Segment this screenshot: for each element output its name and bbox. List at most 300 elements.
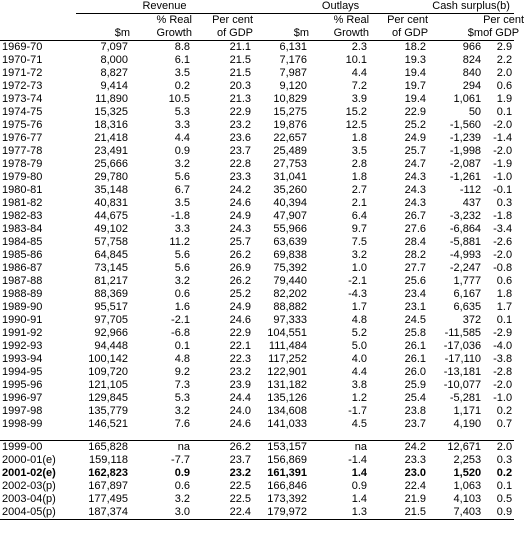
value-cell: -4.0 (493, 340, 513, 352)
value-cell: -3.8 (493, 353, 513, 365)
value-cell: 23.7 (229, 454, 252, 466)
value-cell: -1.8 (493, 210, 513, 222)
value-cell: 6.4 (351, 210, 368, 222)
value-cell: 135,126 (267, 392, 308, 404)
table-row (0, 158, 514, 171)
table-row (0, 392, 514, 405)
year-cell: 1992-93 (2, 340, 43, 352)
year-cell: 2004-05(p) (0, 506, 76, 520)
value-cell: 129,845 (88, 392, 128, 404)
year-cell: 1993-94 (2, 353, 43, 365)
value-cell: -7.7 (171, 454, 190, 466)
table-row (0, 467, 514, 480)
table-row (0, 454, 514, 467)
value-cell: 95,517 (94, 301, 128, 313)
value-cell: 24.4 (229, 392, 252, 404)
value-cell: 22.4 (192, 506, 253, 520)
value-cell: 24.5 (404, 314, 427, 326)
value-cell: 26.9 (229, 262, 252, 274)
value-cell: 26.2 (192, 441, 253, 455)
value-cell: 81,217 (94, 275, 128, 287)
historical-rows (0, 41, 514, 441)
value-cell: 3.2 (174, 158, 190, 170)
value-cell: 25.7 (404, 145, 427, 157)
value-cell: 26.1 (404, 353, 427, 365)
value-cell: 23.6 (229, 132, 252, 144)
value-cell: 0.2 (496, 467, 513, 479)
year-cell: 1970-71 (2, 54, 43, 66)
table-row (0, 480, 514, 493)
value-cell: 1.3 (309, 506, 369, 520)
value-cell: -11,585 (444, 327, 482, 339)
value-cell: 4.8 (174, 353, 190, 365)
value-cell: 5.2 (351, 327, 368, 339)
group-header-row (0, 0, 514, 14)
value-cell: 6,635 (453, 301, 482, 313)
value-cell: 10.5 (168, 93, 190, 105)
value-cell: 22.9 (404, 106, 427, 118)
table-row (0, 184, 514, 197)
value-cell: 4,190 (453, 418, 482, 430)
value-cell: 22.4 (404, 480, 427, 492)
value-cell: 3.0 (130, 506, 192, 520)
value-cell: 21.5 (369, 506, 428, 520)
value-cell: 21.5 (229, 67, 252, 79)
value-cell: 0.6 (174, 288, 190, 300)
value-cell: 97,333 (273, 314, 308, 326)
subheader-row-top (0, 14, 514, 28)
value-cell: 1.8 (496, 288, 513, 300)
value-cell: na (309, 441, 369, 455)
value-cell: -2.0 (493, 145, 513, 157)
value-cell: 9.2 (174, 366, 190, 378)
year-cell: 1987-88 (2, 275, 43, 287)
value-cell: -1.4 (348, 454, 368, 466)
value-cell: 22.8 (229, 158, 252, 170)
value-cell: 1.6 (174, 301, 190, 313)
value-cell: 4.4 (351, 366, 368, 378)
value-cell: 0.7 (496, 418, 513, 430)
value-cell: 6,167 (453, 288, 482, 300)
year-cell: 1978-79 (2, 158, 43, 170)
table-row (0, 106, 514, 119)
value-cell: -2.0 (493, 119, 513, 131)
value-cell: -2.0 (493, 249, 513, 261)
value-cell: 122,901 (267, 366, 308, 378)
year-cell: 1988-89 (2, 288, 43, 300)
table-row (0, 275, 514, 288)
value-cell: 88,369 (94, 288, 128, 300)
value-cell: 18,316 (94, 119, 128, 131)
value-cell: 7.2 (351, 80, 368, 92)
value-cell: 0.6 (496, 275, 513, 287)
year-cell: 1969-70 (2, 41, 43, 53)
value-cell: 24.3 (404, 197, 427, 209)
value-cell: -0.1 (493, 184, 513, 196)
value-cell: 3.5 (174, 197, 190, 209)
value-cell: 2.3 (351, 41, 368, 53)
value-cell: 1.8 (351, 171, 368, 183)
value-cell: 6.7 (174, 184, 190, 196)
value-cell: 10.1 (345, 54, 368, 66)
year-cell: 1981-82 (2, 197, 43, 209)
value-cell: 134,608 (267, 405, 308, 417)
value-cell: 966 (462, 41, 482, 53)
value-cell: 92,966 (94, 327, 128, 339)
value-cell: 24.9 (404, 132, 427, 144)
year-cell: 1976-77 (2, 132, 43, 144)
value-cell: 47,907 (273, 210, 308, 222)
value-cell: -2.0 (493, 379, 513, 391)
value-cell: 12,671 (428, 441, 483, 455)
value-cell: 131,182 (267, 379, 308, 391)
col-header-top (76, 14, 130, 28)
value-cell: 111,484 (268, 340, 308, 352)
value-cell: 5.0 (351, 340, 368, 352)
year-cell: 1989-90 (2, 301, 43, 313)
value-cell: -5,281 (449, 392, 482, 404)
value-cell: 23.2 (229, 467, 252, 479)
table-row (0, 493, 514, 506)
value-cell: 4.8 (351, 314, 368, 326)
year-cell: 1990-91 (2, 314, 43, 326)
value-cell: 3.2 (174, 493, 190, 505)
value-cell: -1,560 (449, 119, 482, 131)
col-header-top: Per cent (387, 14, 429, 26)
year-cell: 2002-03(p) (2, 480, 56, 492)
value-cell: 2.7 (351, 184, 368, 196)
value-cell: 372 (462, 314, 482, 326)
col-header-top: Per cent (483, 14, 524, 26)
value-cell: 22.9 (229, 106, 252, 118)
value-cell: 24.2 (369, 441, 428, 455)
value-cell: 57,758 (94, 236, 128, 248)
year-cell: 2000-01(e) (2, 454, 56, 466)
value-cell: 26.1 (404, 340, 427, 352)
table-row (0, 405, 514, 418)
value-cell: 294 (462, 80, 482, 92)
value-cell: -1.0 (493, 171, 513, 183)
table-row (0, 353, 514, 366)
value-cell: 1,520 (453, 467, 482, 479)
table-row (0, 327, 514, 340)
table-row (0, 41, 514, 55)
value-cell: 7.5 (351, 236, 368, 248)
value-cell: 0.9 (483, 506, 514, 520)
value-cell: 109,720 (88, 366, 128, 378)
table-row (0, 93, 514, 106)
value-cell: 0.1 (174, 340, 190, 352)
value-cell: 1.4 (351, 467, 368, 479)
year-cell: 1971-72 (2, 67, 43, 79)
table-row (0, 314, 514, 327)
value-cell: -3,232 (449, 210, 482, 222)
value-cell: 5.6 (174, 249, 190, 261)
value-cell: 22.9 (229, 327, 252, 339)
value-cell: 159,118 (89, 454, 128, 466)
value-cell: -1.4 (493, 132, 513, 144)
value-cell: 22.1 (229, 340, 252, 352)
table-row (0, 223, 514, 236)
value-cell: 19.3 (404, 54, 427, 66)
value-cell: 24.9 (229, 210, 252, 222)
value-cell: 7,987 (279, 67, 308, 79)
value-cell: 75,392 (273, 262, 308, 274)
value-cell: 8,827 (100, 67, 128, 79)
value-cell: 40,394 (273, 197, 308, 209)
col-header-bottom: $m (76, 27, 130, 41)
value-cell: 4.4 (174, 132, 190, 144)
value-cell: 7,097 (100, 41, 128, 53)
col-header-top (428, 14, 483, 28)
value-cell: 23,491 (94, 145, 128, 157)
value-cell: 25.7 (229, 236, 252, 248)
value-cell: 21.5 (229, 54, 252, 66)
value-cell: 23.3 (229, 171, 252, 183)
value-cell: 0.1 (496, 480, 513, 492)
value-cell: 82,202 (273, 288, 308, 300)
value-cell: 94,448 (94, 340, 128, 352)
value-cell: 0.3 (496, 454, 513, 466)
value-cell: 24.2 (229, 184, 252, 196)
value-cell: 26.7 (404, 210, 427, 222)
value-cell: 117,252 (268, 353, 308, 365)
value-cell: 24.7 (404, 158, 427, 170)
value-cell: 4.5 (351, 418, 368, 430)
value-cell: 2.0 (496, 67, 513, 79)
table-row (0, 249, 514, 262)
value-cell: 22.5 (229, 480, 252, 492)
value-cell: 26.2 (229, 275, 252, 287)
value-cell: 69,838 (273, 249, 308, 261)
year-cell: 1986-87 (2, 262, 43, 274)
value-cell: 21.1 (229, 41, 252, 53)
value-cell: 0.2 (174, 80, 190, 92)
value-cell: -10,077 (443, 379, 482, 391)
year-cell: 1998-99 (2, 418, 43, 430)
value-cell: 6.1 (174, 54, 190, 66)
value-cell: 97,705 (94, 314, 128, 326)
col-header-top: % Real (333, 14, 370, 26)
value-cell: 4,103 (453, 493, 482, 505)
value-cell: 35,260 (273, 184, 308, 196)
value-cell: 5.3 (174, 392, 190, 404)
value-cell: 23.8 (404, 405, 427, 417)
value-cell: 24.3 (404, 184, 427, 196)
value-cell: na (130, 441, 192, 455)
value-cell: 0.6 (174, 480, 190, 492)
table-row (0, 506, 514, 520)
value-cell: 40,831 (94, 197, 128, 209)
value-cell: 187,374 (76, 506, 130, 520)
value-cell: 21.3 (229, 93, 252, 105)
value-cell: 21,418 (94, 132, 128, 144)
year-cell: 1997-98 (2, 405, 43, 417)
value-cell: 24.0 (229, 405, 252, 417)
value-cell: 25.4 (404, 392, 427, 404)
value-cell: 23.3 (404, 454, 427, 466)
value-cell: 1,777 (453, 275, 482, 287)
value-cell: 19.7 (404, 80, 427, 92)
value-cell: 2.9 (496, 41, 513, 53)
value-cell: 179,972 (253, 506, 309, 520)
year-cell: 1975-76 (2, 119, 43, 131)
value-cell: 1.8 (351, 132, 368, 144)
value-cell: 25.9 (404, 379, 427, 391)
value-cell: 0.1 (496, 106, 513, 118)
year-cell: 1995-96 (2, 379, 43, 391)
value-cell: 1.9 (496, 93, 513, 105)
value-cell: 24.6 (229, 197, 252, 209)
value-cell: 21.9 (404, 493, 427, 505)
col-header-bottom: of GDP (192, 27, 253, 41)
value-cell: 29,780 (94, 171, 128, 183)
value-cell: 25.2 (229, 288, 252, 300)
col-header-bottom: of GDP (483, 27, 520, 39)
value-cell: 23.9 (229, 379, 252, 391)
value-cell: 79,440 (273, 275, 308, 287)
value-cell: -5,881 (449, 236, 482, 248)
table-row (0, 340, 514, 353)
value-cell: 1,061 (453, 93, 482, 105)
table-row (0, 262, 514, 275)
value-cell: 24.6 (229, 418, 252, 430)
value-cell: -1.0 (493, 392, 513, 404)
year-cell: 1994-95 (2, 366, 43, 378)
value-cell: 25.8 (404, 327, 427, 339)
value-cell: 23.0 (404, 467, 427, 479)
year-cell: 1991-92 (2, 327, 43, 339)
value-cell: 63,639 (273, 236, 308, 248)
value-cell: 23.2 (229, 366, 252, 378)
table-row (0, 366, 514, 379)
value-cell: 24.3 (229, 223, 252, 235)
col-header-bottom: $m (253, 27, 309, 41)
value-cell: -17,110 (444, 353, 482, 365)
col-header-top: Per cent (212, 14, 254, 26)
value-cell: 0.5 (496, 493, 513, 505)
value-cell: 2.1 (351, 197, 368, 209)
table-row (0, 288, 514, 301)
year-cell: 1983-84 (2, 223, 43, 235)
value-cell: 22.3 (229, 353, 252, 365)
value-cell: 9,414 (100, 80, 128, 92)
table-row (0, 236, 514, 249)
value-cell: 1,063 (453, 480, 482, 492)
value-cell: 22.5 (229, 493, 252, 505)
value-cell: 167,897 (88, 480, 128, 492)
year-cell: 1977-78 (2, 145, 43, 157)
value-cell: 8.8 (174, 41, 190, 53)
year-cell: 1996-97 (2, 392, 43, 404)
value-cell: 7,403 (428, 506, 483, 520)
value-cell: 11.2 (169, 236, 190, 248)
value-cell: -2,087 (449, 158, 482, 170)
value-cell: -13,181 (443, 366, 482, 378)
value-cell: 0.9 (174, 467, 190, 479)
value-cell: 3.5 (351, 145, 368, 157)
value-cell: 27,753 (273, 158, 308, 170)
table-row (0, 80, 514, 93)
value-cell: 0.1 (496, 314, 513, 326)
value-cell: 100,142 (88, 353, 128, 365)
value-cell: 23.7 (404, 418, 427, 430)
table-row (0, 119, 514, 132)
col-header-bottom: Growth (309, 27, 369, 41)
value-cell: 2.2 (496, 54, 513, 66)
value-cell: 88,882 (273, 301, 308, 313)
value-cell: 104,551 (267, 327, 308, 339)
value-cell: 3.9 (351, 93, 368, 105)
table-row (0, 197, 514, 210)
value-cell: 9.7 (351, 223, 368, 235)
value-cell: 0.9 (174, 145, 190, 157)
value-cell: -2.1 (348, 275, 368, 287)
value-cell: 1.0 (351, 262, 368, 274)
value-cell: -6,864 (449, 223, 482, 235)
value-cell: 1.2 (351, 392, 368, 404)
value-cell: 3.3 (174, 223, 190, 235)
table-row (0, 379, 514, 392)
value-cell: -2.6 (493, 236, 513, 248)
year-cell: 1979-80 (2, 171, 43, 183)
value-cell: 153,157 (253, 441, 309, 455)
value-cell: 162,823 (88, 467, 128, 479)
year-cell: 1984-85 (2, 236, 43, 248)
table-row (0, 301, 514, 314)
value-cell: 15.2 (345, 106, 368, 118)
col-header-bottom: of GDP (369, 27, 428, 41)
value-cell: 35,148 (94, 184, 128, 196)
value-cell: 15,275 (273, 106, 308, 118)
value-cell: 24.3 (404, 171, 427, 183)
year-cell: 1982-83 (2, 210, 43, 222)
value-cell: -2,247 (449, 262, 482, 274)
value-cell: 1.7 (496, 301, 513, 313)
value-cell: 5.3 (174, 106, 190, 118)
col-header-bottom: $m (428, 27, 483, 41)
value-cell: 26.2 (229, 249, 252, 261)
year-cell: 1985-86 (2, 249, 43, 261)
table-row (0, 145, 514, 158)
value-cell: -4,993 (449, 249, 482, 261)
table-row (0, 418, 514, 431)
year-cell: 1974-75 (2, 106, 43, 118)
value-cell: 7,176 (279, 54, 308, 66)
value-cell: 12.5 (345, 119, 368, 131)
value-cell: 19.4 (404, 67, 427, 79)
value-cell: 0.6 (496, 80, 513, 92)
year-cell: 2001-02(e) (2, 467, 56, 479)
value-cell: 28.2 (404, 249, 427, 261)
value-cell: -1.7 (348, 405, 368, 417)
value-cell: -2.1 (171, 314, 190, 326)
table-row (0, 132, 514, 145)
outlays-group-header: Outlays (253, 0, 428, 14)
value-cell: 24.6 (229, 314, 252, 326)
value-cell: 141,033 (267, 418, 308, 430)
value-cell: 0.9 (351, 480, 368, 492)
value-cell: 64,845 (94, 249, 128, 261)
value-cell: 1.4 (351, 493, 368, 505)
value-cell: 11,890 (95, 93, 128, 105)
value-cell: 6,131 (279, 41, 308, 53)
table-row (0, 171, 514, 184)
value-cell: -112 (459, 184, 482, 196)
value-cell: 437 (462, 197, 482, 209)
value-cell: 177,495 (88, 493, 128, 505)
value-cell: 3.5 (174, 67, 190, 79)
